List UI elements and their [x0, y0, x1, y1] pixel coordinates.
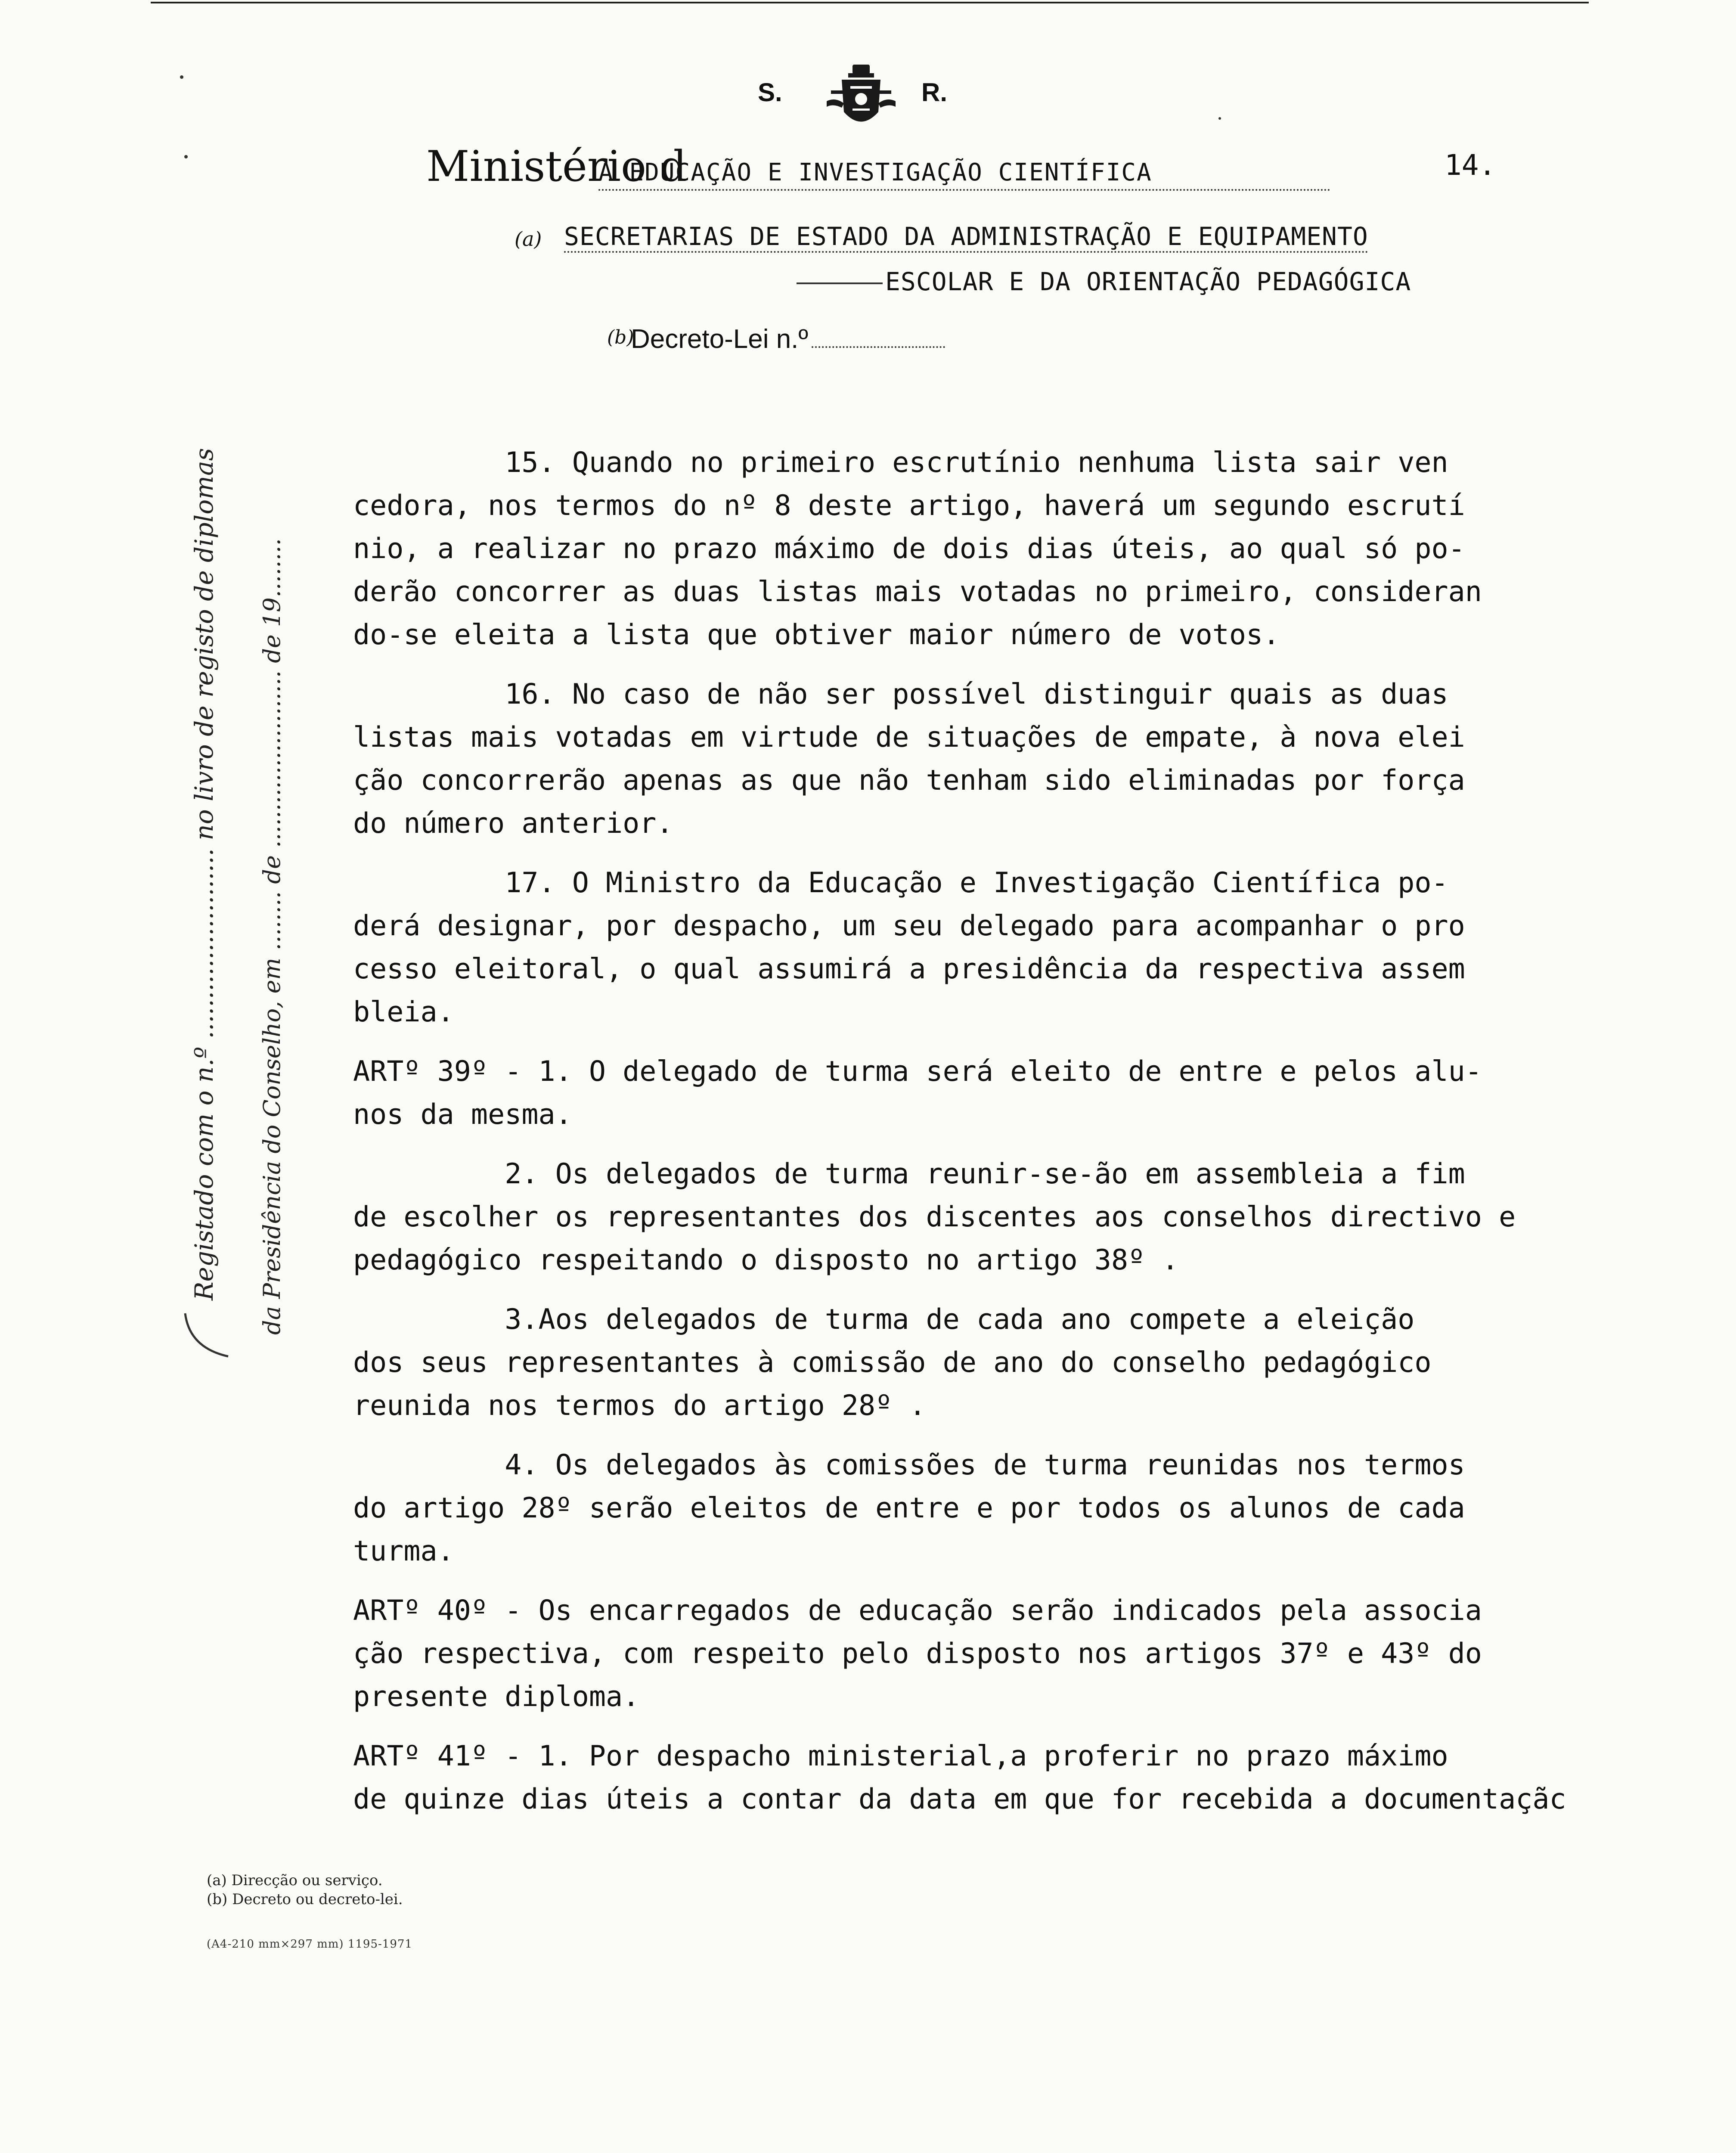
- decree-number-blank: [812, 346, 945, 348]
- registry-note-date: da Presidência do Conselho, em ........ de ........................ de 19........: [258, 538, 285, 1335]
- body-line: bleia.: [353, 996, 454, 1028]
- paragraph-gap: [353, 1573, 1602, 1589]
- body-line: 2. Os delegados de turma reunir-se-ão em assembleia a fim: [353, 1158, 1465, 1190]
- decree-label: Decreto-Lei n.º: [631, 324, 809, 354]
- body-text: [353, 441, 1602, 1821]
- paragraph-gap: [353, 845, 1602, 862]
- crest-letter-r: R.: [921, 78, 947, 107]
- body-line: 16. No caso de não ser possível distinguir quais as duas: [353, 678, 1448, 710]
- paragraph-gap: [353, 1427, 1602, 1444]
- body-line: ção concorrerão apenas as que não tenham sido eliminadas por força: [353, 764, 1465, 797]
- registry-note: Registado com o n.º ........................ no livro de registo de diplomas: [189, 448, 219, 1300]
- body-line: nos da mesma.: [353, 1098, 572, 1131]
- body-line: nio, a realizar no prazo máximo de dois dias úteis, ao qual só po-: [353, 533, 1465, 565]
- scan-speck: [180, 75, 183, 79]
- body-line: ção respectiva, com respeito pelo disposto nos artigos 37º e 43º do: [353, 1638, 1482, 1670]
- body-line: listas mais votadas em virtude de situações de empate, à nova elei: [353, 721, 1465, 754]
- body-line: 3.Aos delegados de turma de cada ano compete a eleição: [353, 1303, 1415, 1336]
- body-line: 4. Os delegados às comissões de turma reunidas nos termos: [353, 1449, 1465, 1481]
- body-line: ARTº 40º - Os encarregados de educação serão indicados pela associa: [353, 1595, 1482, 1627]
- body-line: cedora, nos termos do nº 8 deste artigo, haverá um segundo escrutí: [353, 490, 1465, 522]
- footnote-a: (a) Direcção ou serviço.: [207, 1872, 383, 1889]
- body-line: ARTº 41º - 1. Por despacho ministerial,a proferir no prazo máximo: [353, 1740, 1448, 1772]
- form-code: (A4-210 mm×297 mm) 1195-1971: [207, 1938, 412, 1951]
- body-line: ARTº 39º - 1. O delegado de turma será eleito de entre e pelos alu-: [353, 1055, 1482, 1088]
- scan-speck: [1218, 117, 1221, 120]
- coat-of-arms-icon: [818, 60, 904, 138]
- crest-header: [732, 60, 1033, 146]
- body-line: presente diploma.: [353, 1681, 640, 1713]
- secretariat-line-2-text: ESCOLAR E DA ORIENTAÇÃO PEDAGÓGICA: [885, 267, 1411, 296]
- crest-letter-s: S.: [758, 78, 782, 107]
- secretariat-line-1: [564, 222, 1368, 251]
- body-line: turma.: [353, 1535, 454, 1567]
- body-line: reunida nos termos do artigo 28º .: [353, 1390, 926, 1422]
- body-line: pedagógico respeitando o disposto no artigo 38º .: [353, 1244, 1179, 1276]
- body-line: do-se eleita a lista que obtiver maior número de votos.: [353, 619, 1280, 651]
- secretariat-line-2: [797, 267, 1411, 296]
- ministry-heading: [426, 142, 1417, 202]
- footnote-b: (b) Decreto ou decreto-lei.: [207, 1891, 403, 1908]
- body-line: do artigo 28º serão eleitos de entre e por todos os alunos de cada: [353, 1492, 1465, 1524]
- paragraph-gap: [353, 1282, 1602, 1298]
- top-edge-rule: [151, 2, 1589, 3]
- ministry-name: A EDUCAÇÃO E INVESTIGAÇÃO CIENTÍFICA: [598, 158, 1330, 191]
- decree-field: [631, 324, 945, 354]
- body-line: cesso eleitoral, o qual assumirá a presidência da respectiva assem: [353, 953, 1465, 985]
- footnotes: [207, 1871, 551, 1909]
- page-number: 14.: [1445, 149, 1496, 182]
- scan-speck: [184, 155, 188, 158]
- leader-line: [797, 282, 883, 284]
- body-line: derá designar, por despacho, um seu delegado para acompanhar o pro: [353, 910, 1465, 942]
- bracket-mark-icon: [181, 1309, 232, 1361]
- body-line: dos seus representantes à comissão de ano do conselho pedagógico: [353, 1346, 1432, 1379]
- paragraph-gap: [353, 1136, 1602, 1153]
- body-line: derão concorrer as duas listas mais votadas no primeiro, consideran: [353, 576, 1482, 608]
- body-line: 17. O Ministro da Educação e Investigação Científica po-: [353, 867, 1448, 899]
- secretariat-marker: (a): [515, 227, 542, 251]
- ministry-prefix: Ministério d: [426, 142, 687, 191]
- paragraph-gap: [353, 1034, 1602, 1050]
- body-line: 15. Quando no primeiro escrutínio nenhuma lista sair ven: [353, 447, 1448, 479]
- paragraph-gap: [353, 1719, 1602, 1735]
- body-line: de escolher os representantes dos discentes aos conselhos directivo e: [353, 1201, 1516, 1233]
- secretariat-line-1-text: SECRETARIAS DE ESTADO DA ADMINISTRAÇÃO E EQUIPAMENTO: [564, 222, 1368, 253]
- decree-marker: (b): [607, 326, 634, 348]
- body-line: do número anterior.: [353, 807, 673, 840]
- paragraph-gap: [353, 657, 1602, 673]
- body-line: de quinze dias úteis a contar da data em que for recebida a documentaçãc: [353, 1783, 1566, 1815]
